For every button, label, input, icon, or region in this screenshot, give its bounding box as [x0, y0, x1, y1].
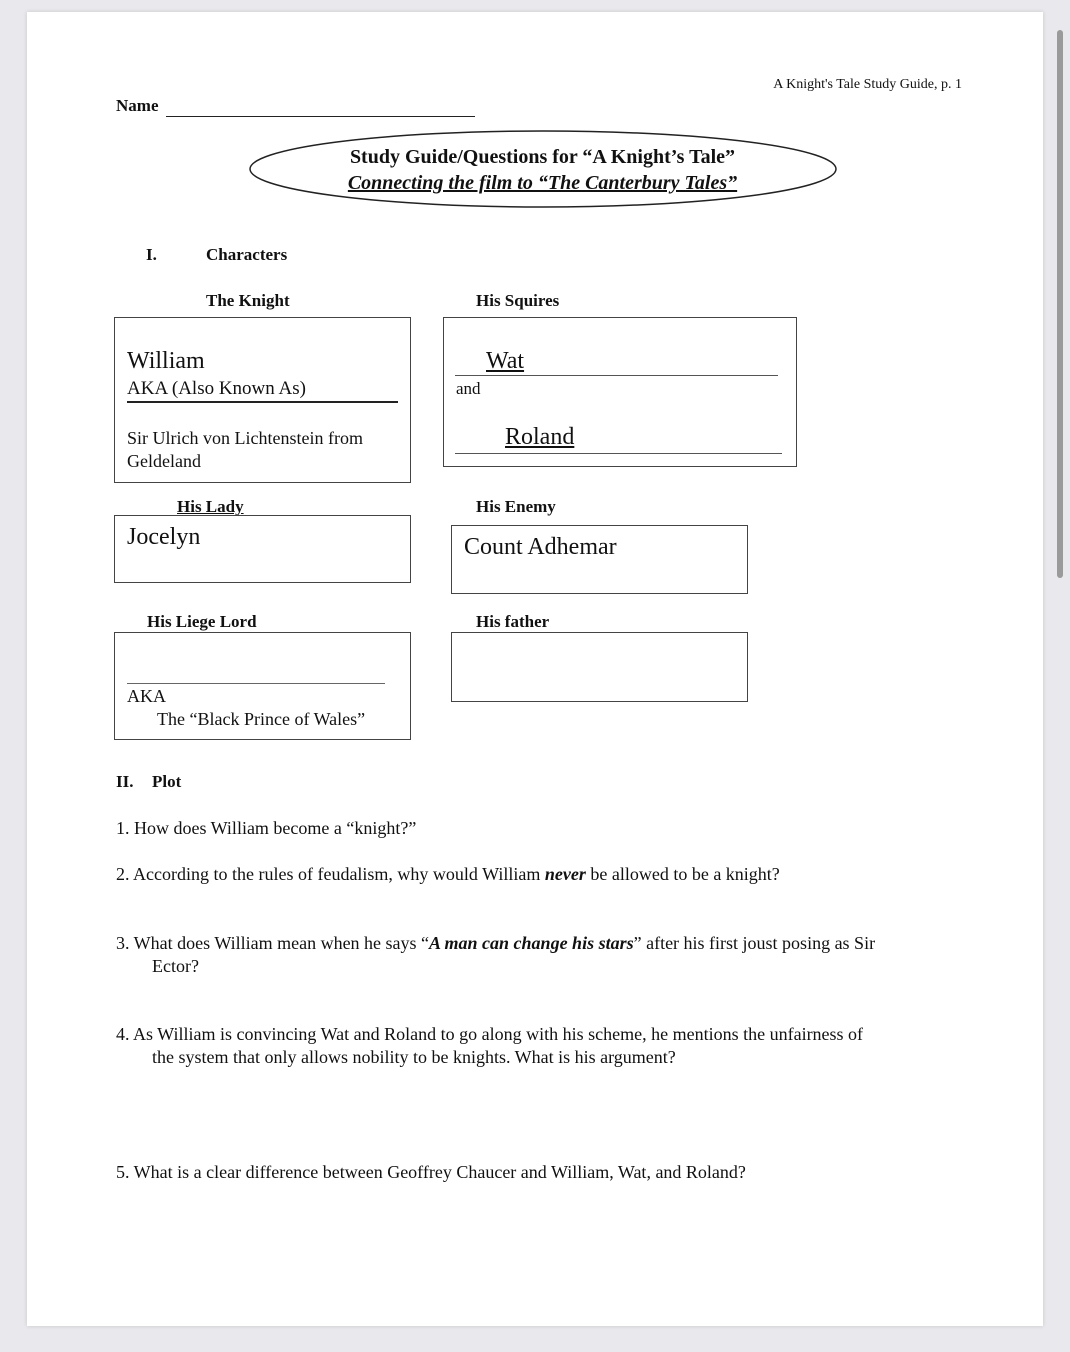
name-label: Name: [116, 96, 159, 115]
liege-label: His Liege Lord: [147, 612, 257, 631]
lady-label: His Lady: [177, 497, 244, 516]
q3-text-end: Ector?: [152, 956, 199, 976]
page-header: A Knight's Tale Study Guide, p. 1: [773, 77, 962, 92]
q2-emphasis: never: [544, 864, 586, 884]
section2-number: II.: [116, 772, 134, 791]
q4-line1: 4. As William is convincing Wat and Roland to go along with his scheme, he mentions the unfairness of: [116, 1024, 864, 1044]
question-1: 1. How does William become a “knight?”: [116, 818, 417, 838]
squires-label: His Squires: [476, 291, 560, 310]
section1-number: I.: [146, 245, 157, 264]
scrollbar[interactable]: [1057, 30, 1063, 578]
squire2-line: [455, 453, 782, 454]
squire2-name: Roland: [505, 424, 575, 450]
q2-text: 2. According to the rules of feudalism, why would William: [116, 864, 545, 884]
knight-aka-line: [127, 401, 398, 403]
q4-line2: the system that only allows nobility to be knights. What is his argument?: [152, 1047, 676, 1067]
question-2: [116, 863, 966, 886]
knight-alias-line2: Geldeland: [127, 451, 201, 471]
q2-text-end: be allowed to be a knight?: [585, 864, 780, 884]
title-line2: Connecting the film to “The Canterbury Tales”: [347, 172, 738, 194]
father-box[interactable]: [451, 632, 748, 702]
knight-aka-label: AKA (Also Known As): [127, 378, 306, 399]
enemy-label: His Enemy: [476, 497, 556, 516]
q3-quote: A man can change his stars: [429, 933, 634, 953]
q3-text: 3. What does William mean when he says “: [116, 933, 430, 953]
q3-text-mid: ” after his first joust posing as Sir: [633, 933, 876, 953]
knight-label: The Knight: [206, 291, 290, 310]
lady-name: Jocelyn: [127, 524, 201, 550]
question-4: [116, 1023, 976, 1069]
father-label: His father: [476, 612, 550, 631]
question-5: 5. What is a clear difference between Geoffrey Chaucer and William, Wat, and Roland?: [116, 1162, 746, 1182]
section2-title: Plot: [152, 772, 182, 791]
question-3: [116, 932, 976, 978]
enemy-name: Count Adhemar: [464, 534, 617, 560]
section1-title: Characters: [206, 245, 288, 264]
squires-box[interactable]: [443, 317, 797, 467]
name-line[interactable]: [166, 116, 475, 117]
liege-aka: AKA: [127, 686, 166, 706]
squire1-line: [455, 375, 778, 376]
knight-alias-line1: Sir Ulrich von Lichtenstein from: [127, 428, 363, 448]
knight-name: William: [127, 348, 205, 374]
squires-and: and: [456, 379, 481, 398]
liege-line: [127, 683, 385, 684]
title-ellipse: [247, 128, 839, 210]
liege-alias: The “Black Prince of Wales”: [157, 709, 366, 729]
title-line1: Study Guide/Questions for “A Knight’s Tale”: [349, 146, 736, 168]
squire1-name: Wat: [486, 348, 525, 374]
